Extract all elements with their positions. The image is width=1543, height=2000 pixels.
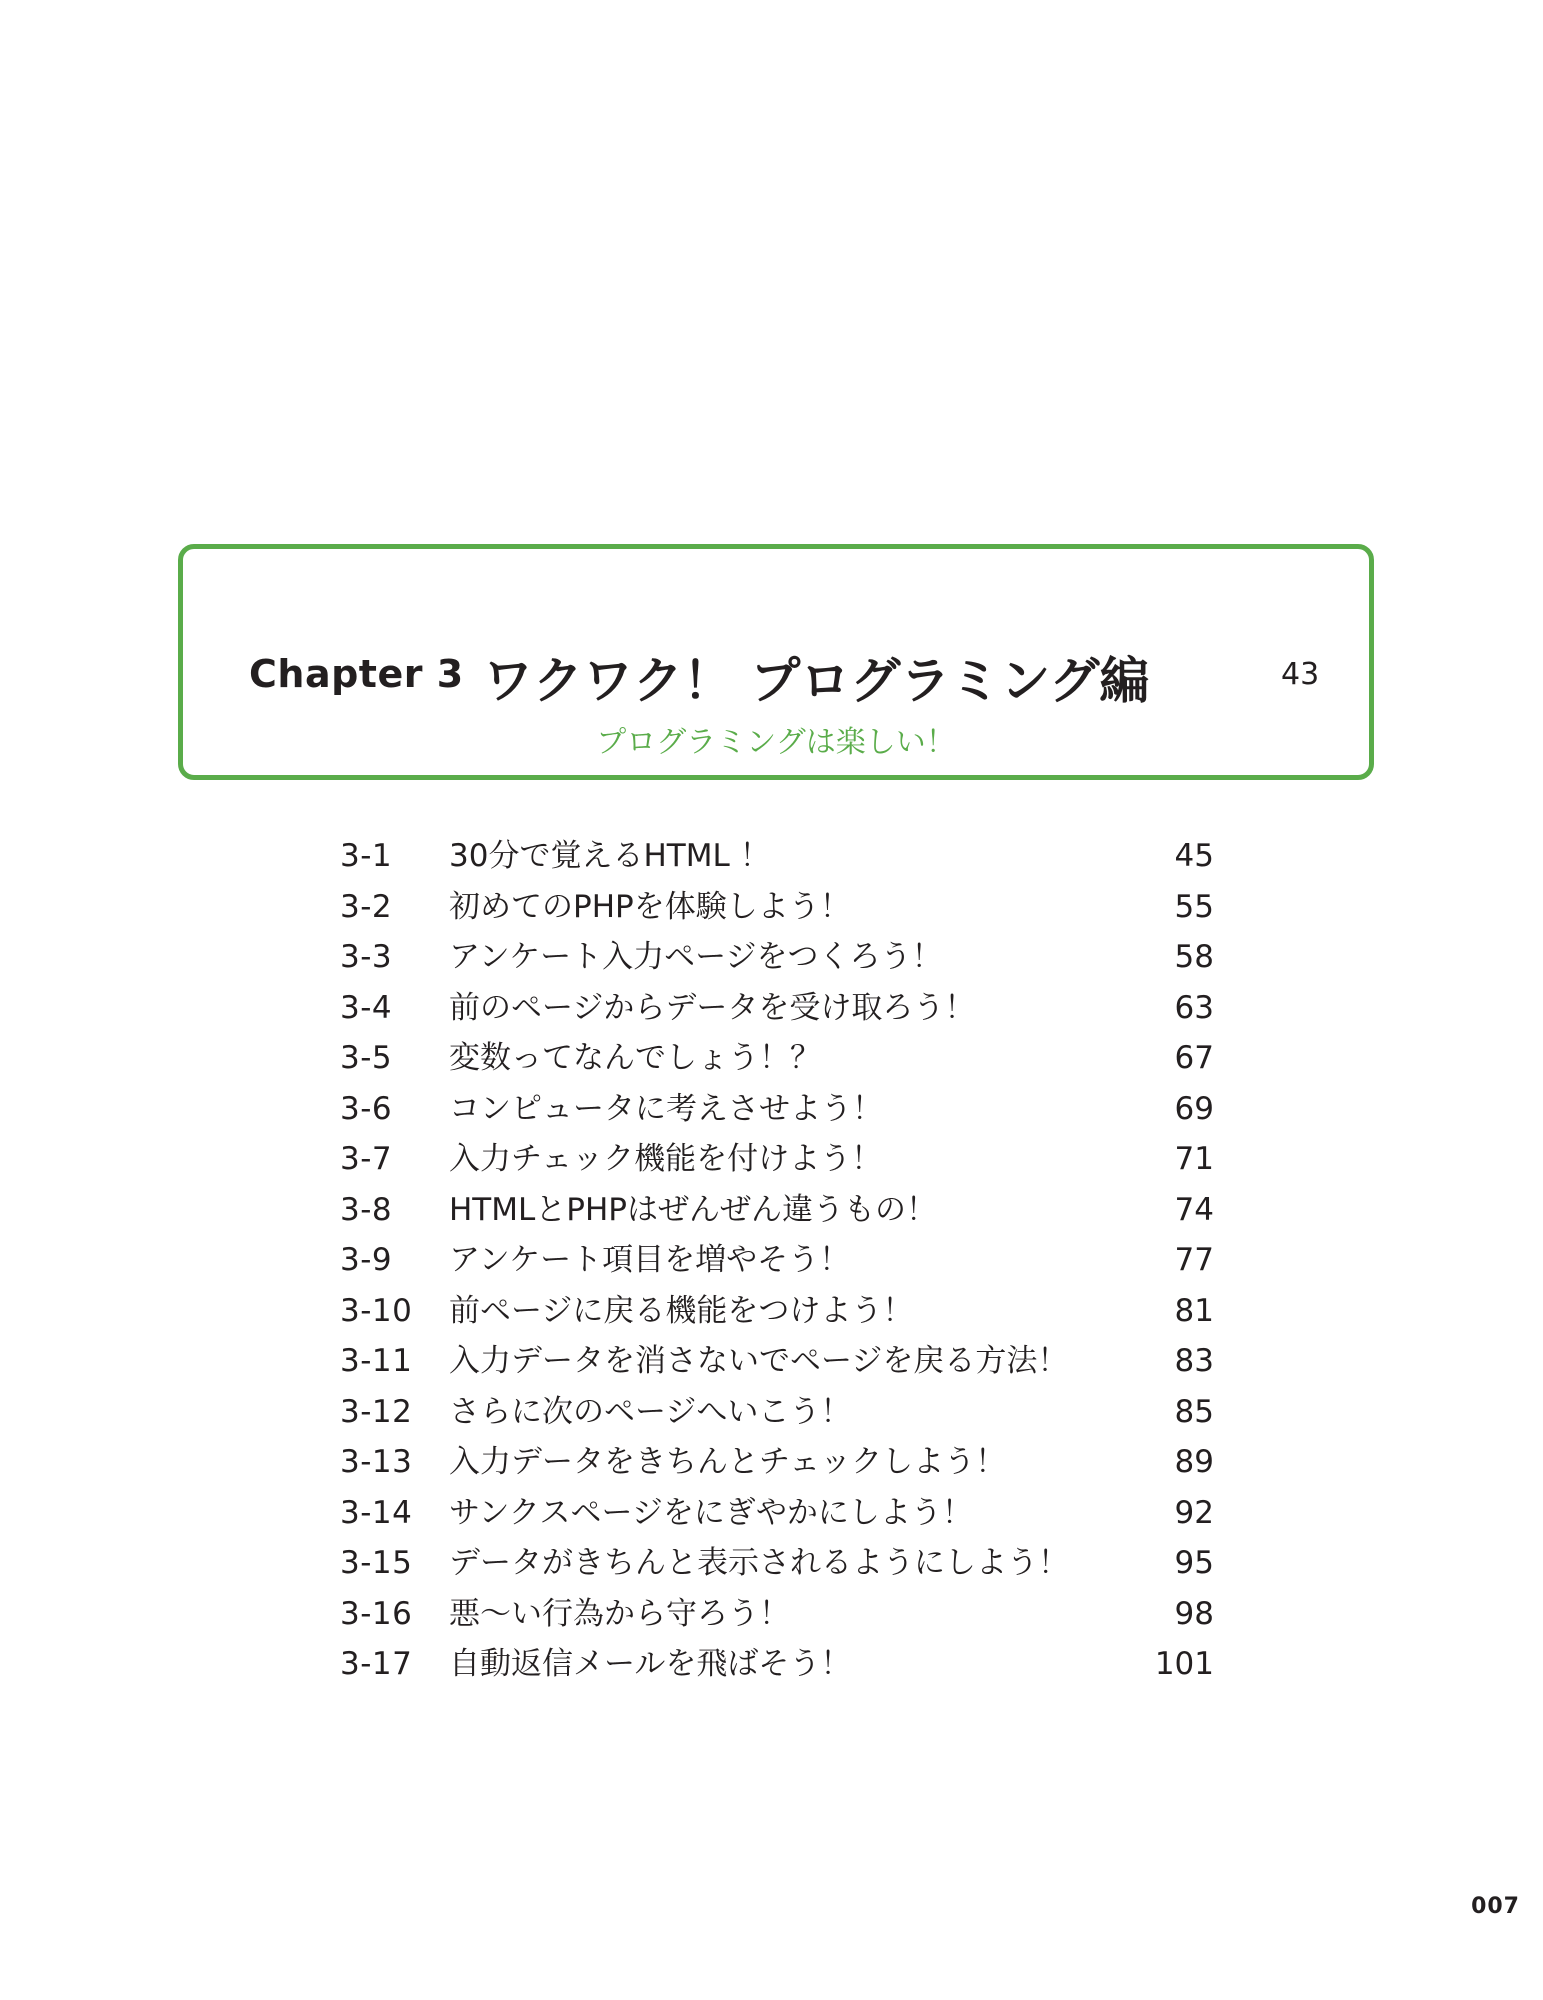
- toc-page-number: 45: [1174, 838, 1214, 874]
- toc-section-title: 30分で覚えるHTML ！: [449, 838, 771, 874]
- table-of-contents: [0, 831, 1543, 1690]
- toc-page-number: 92: [1174, 1494, 1214, 1531]
- toc-page-number: 58: [1174, 939, 1214, 975]
- toc-section-number: 3-3: [340, 939, 393, 975]
- chapter-label: Chapter 3: [249, 652, 464, 696]
- toc-entry-3-14[interactable]: [0, 1488, 1543, 1539]
- toc-entry-3-4[interactable]: [0, 983, 1543, 1034]
- toc-section-number: 3-13: [340, 1444, 413, 1480]
- toc-page-number: 85: [1174, 1393, 1214, 1430]
- toc-section-title: アンケート項目を増やそう！: [449, 1242, 851, 1278]
- toc-section-number: 3-12: [340, 1393, 413, 1430]
- toc-section-number: 3-16: [340, 1595, 413, 1632]
- toc-entry-3-16[interactable]: [0, 1589, 1543, 1640]
- toc-page-number: 89: [1174, 1444, 1214, 1480]
- toc-section-number: 3-7: [340, 1141, 393, 1177]
- toc-section-title: 変数ってなんでしょう！？: [449, 1040, 821, 1076]
- toc-entry-3-15[interactable]: [0, 1538, 1543, 1589]
- toc-section-title: 前ページに戻る機能をつけよう！: [449, 1292, 914, 1329]
- toc-entry-3-13[interactable]: [0, 1437, 1543, 1488]
- toc-entry-3-10[interactable]: [0, 1286, 1543, 1337]
- toc-section-title: 前のページからデータを受け取ろう！: [449, 989, 976, 1026]
- toc-entry-3-8[interactable]: [0, 1185, 1543, 1236]
- toc-section-title: 入力データをきちんとチェックしよう！: [449, 1444, 1007, 1480]
- toc-page-number: 77: [1174, 1242, 1214, 1278]
- toc-page-number: 63: [1174, 989, 1214, 1026]
- toc-section-title: データがきちんと表示されるようにしよう！: [449, 1545, 1069, 1581]
- toc-entry-3-2[interactable]: [0, 882, 1543, 933]
- chapter-page-number: 43: [1281, 657, 1320, 692]
- toc-section-title: 初めてのPHPを体験しよう！: [449, 888, 851, 925]
- toc-section-number: 3-2: [340, 888, 393, 925]
- page-folio: 007: [1471, 1894, 1520, 1919]
- toc-section-title: 入力データを消さないでページを戻る方法！: [449, 1343, 1069, 1379]
- toc-section-title: サンクスページをにぎやかにしよう！: [449, 1494, 973, 1531]
- toc-entry-3-3[interactable]: [0, 932, 1543, 983]
- toc-entry-3-9[interactable]: [0, 1235, 1543, 1286]
- toc-page-number: 83: [1174, 1343, 1214, 1379]
- toc-page-number: 81: [1174, 1292, 1214, 1329]
- toc-section-number: 3-11: [340, 1343, 413, 1379]
- toc-page-number: 95: [1174, 1545, 1214, 1581]
- toc-entry-3-6[interactable]: [0, 1084, 1543, 1135]
- toc-section-number: 3-5: [340, 1040, 393, 1076]
- toc-section-number: 3-10: [340, 1292, 413, 1329]
- toc-section-title: アンケート入力ページをつくろう！: [449, 939, 943, 975]
- toc-page-number: 98: [1174, 1595, 1214, 1632]
- toc-entry-3-11[interactable]: [0, 1336, 1543, 1387]
- toc-section-number: 3-4: [340, 989, 393, 1026]
- toc-entry-3-17[interactable]: [0, 1639, 1543, 1690]
- toc-section-title: HTMLとPHPはぜんぜん違うもの！: [449, 1191, 937, 1228]
- toc-section-number: 3-1: [340, 838, 393, 874]
- toc-section-number: 3-14: [340, 1494, 413, 1531]
- toc-section-title: 入力チェック機能を付けよう！: [449, 1141, 883, 1177]
- chapter-title: ワクワク！ プログラミング編: [483, 652, 1150, 710]
- toc-section-number: 3-8: [340, 1191, 393, 1228]
- toc-page-number: 67: [1174, 1040, 1214, 1076]
- toc-section-title: さらに次のページへいこう！: [449, 1393, 852, 1430]
- toc-section-title: 自動返信メールを飛ばそう！: [449, 1646, 852, 1682]
- toc-page-number: 71: [1174, 1141, 1214, 1177]
- toc-section-number: 3-6: [340, 1090, 393, 1127]
- toc-entry-3-1[interactable]: [0, 831, 1543, 882]
- toc-section-number: 3-15: [340, 1545, 413, 1581]
- toc-entry-3-7[interactable]: [0, 1134, 1543, 1185]
- chapter-header-box: [178, 544, 1374, 780]
- chapter-subtitle: プログラミングは楽しい！: [596, 725, 956, 760]
- toc-section-number: 3-17: [340, 1646, 413, 1682]
- toc-page-number: 101: [1154, 1646, 1214, 1682]
- toc-entry-3-12[interactable]: [0, 1387, 1543, 1438]
- toc-section-title: コンピュータに考えさせよう！: [449, 1090, 883, 1127]
- toc-entry-3-5[interactable]: [0, 1033, 1543, 1084]
- toc-page-number: 69: [1174, 1090, 1214, 1127]
- toc-section-number: 3-9: [340, 1242, 393, 1278]
- toc-section-title: 悪～い行為から守ろう！: [449, 1595, 790, 1632]
- toc-page-number: 55: [1174, 888, 1214, 925]
- toc-page-number: 74: [1174, 1191, 1214, 1228]
